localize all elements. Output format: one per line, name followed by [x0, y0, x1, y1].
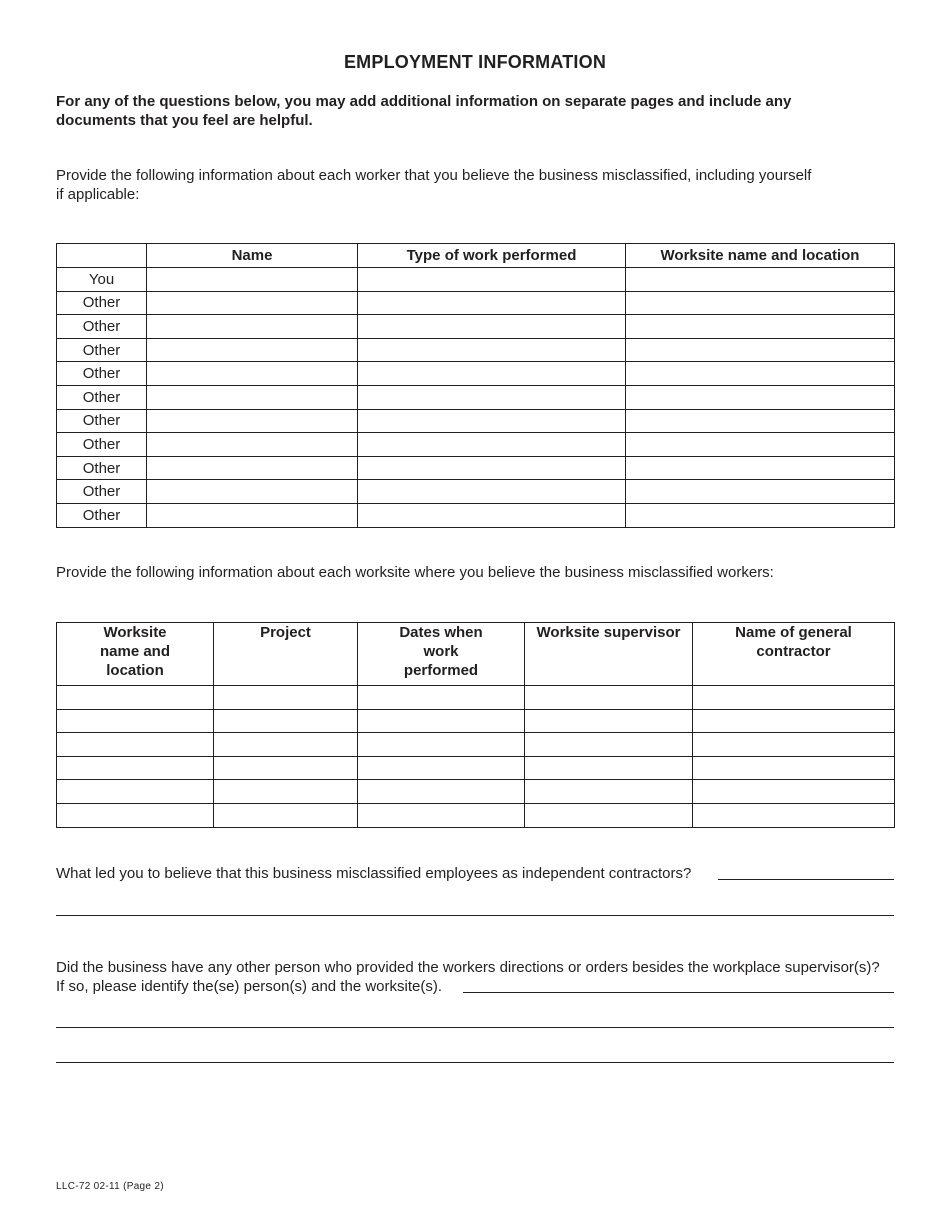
- dates-cell[interactable]: [358, 686, 525, 710]
- type-of-work-cell[interactable]: [358, 362, 626, 386]
- workers-table-row: [57, 268, 895, 292]
- form-footer-id: LLC-72 02-11 (Page 2): [56, 1181, 164, 1192]
- worksites-table-row: [57, 780, 895, 804]
- name-cell[interactable]: [147, 315, 358, 339]
- name-cell[interactable]: [147, 409, 358, 433]
- worksites-table-row: [57, 756, 895, 780]
- column-header-dates: Dates when work performed: [358, 623, 525, 686]
- worksite-cell[interactable]: [626, 338, 895, 362]
- question-other-directions-line2: If so, please identify the(se) person(s) and the worksite(s).: [56, 978, 443, 995]
- worksite-name-cell[interactable]: [57, 733, 214, 757]
- workers-table-row: [57, 385, 895, 409]
- name-cell[interactable]: [147, 291, 358, 315]
- worksites-table-header: [57, 623, 895, 686]
- worksite-cell[interactable]: [626, 362, 895, 386]
- worksite-cell[interactable]: [626, 315, 895, 339]
- workers-table-header: [57, 244, 895, 268]
- answer-line-q1[interactable]: [56, 915, 894, 916]
- workers-table-row: [57, 456, 895, 480]
- project-cell[interactable]: [214, 803, 358, 827]
- row-label: Other: [57, 291, 147, 315]
- workers-prompt: Provide the following information about each worker that you believe the business misclassified, including yourself if applicable:: [56, 167, 812, 203]
- general-contractor-cell[interactable]: [693, 756, 895, 780]
- worksite-cell[interactable]: [626, 503, 895, 527]
- row-label: Other: [57, 338, 147, 362]
- workers-table-row: [57, 433, 895, 457]
- supervisor-cell[interactable]: [525, 733, 693, 757]
- workers-table-row: [57, 409, 895, 433]
- general-contractor-cell[interactable]: [693, 709, 895, 733]
- supervisor-cell[interactable]: [525, 756, 693, 780]
- type-of-work-cell[interactable]: [358, 385, 626, 409]
- intro-instructions: For any of the questions below, you may add additional information on separate pages and include any documents that you feel are helpful.: [56, 93, 792, 129]
- name-cell[interactable]: [147, 433, 358, 457]
- dates-cell[interactable]: [358, 756, 525, 780]
- worksite-cell[interactable]: [626, 480, 895, 504]
- column-header-general-contractor: Name of general contractor: [693, 623, 895, 686]
- worksite-cell[interactable]: [626, 409, 895, 433]
- answer-line-q1-inline[interactable]: [718, 879, 894, 880]
- worksites-prompt: Provide the following information about each worksite where you believe the business misclassified workers:: [56, 564, 774, 581]
- answer-line-q2-inline[interactable]: [463, 992, 894, 993]
- column-header-supervisor: Worksite supervisor: [525, 623, 693, 686]
- project-cell[interactable]: [214, 780, 358, 804]
- name-cell[interactable]: [147, 480, 358, 504]
- worksite-name-cell[interactable]: [57, 709, 214, 733]
- worksite-cell[interactable]: [626, 385, 895, 409]
- worksites-table: [56, 622, 895, 828]
- column-header-blank: [57, 244, 147, 268]
- name-cell[interactable]: [147, 385, 358, 409]
- general-contractor-cell[interactable]: [693, 686, 895, 710]
- column-header-project: Project: [214, 623, 358, 686]
- supervisor-cell[interactable]: [525, 709, 693, 733]
- name-cell[interactable]: [147, 338, 358, 362]
- worksite-cell[interactable]: [626, 268, 895, 292]
- worksite-name-cell[interactable]: [57, 756, 214, 780]
- type-of-work-cell[interactable]: [358, 433, 626, 457]
- project-cell[interactable]: [214, 709, 358, 733]
- workers-table: [56, 243, 895, 528]
- row-label: You: [57, 268, 147, 292]
- row-label: Other: [57, 503, 147, 527]
- page-title: EMPLOYMENT INFORMATION: [343, 52, 607, 72]
- row-label: Other: [57, 362, 147, 386]
- type-of-work-cell[interactable]: [358, 291, 626, 315]
- type-of-work-cell[interactable]: [358, 268, 626, 292]
- workers-table-row: [57, 503, 895, 527]
- name-cell[interactable]: [147, 268, 358, 292]
- worksite-name-cell[interactable]: [57, 780, 214, 804]
- name-cell[interactable]: [147, 503, 358, 527]
- question-misclassification-reason: What led you to believe that this business misclassified employees as independent contractors?: [56, 865, 692, 882]
- worksite-name-cell[interactable]: [57, 803, 214, 827]
- type-of-work-cell[interactable]: [358, 503, 626, 527]
- general-contractor-cell[interactable]: [693, 780, 895, 804]
- project-cell[interactable]: [214, 733, 358, 757]
- row-label: Other: [57, 456, 147, 480]
- worksite-name-cell[interactable]: [57, 686, 214, 710]
- type-of-work-cell[interactable]: [358, 338, 626, 362]
- project-cell[interactable]: [214, 686, 358, 710]
- general-contractor-cell[interactable]: [693, 733, 895, 757]
- answer-line-q2-a[interactable]: [56, 1027, 894, 1028]
- worksites-table-row: [57, 686, 895, 710]
- worksites-table-row: [57, 803, 895, 827]
- workers-table-row: [57, 291, 895, 315]
- worksites-table-row: [57, 733, 895, 757]
- name-cell[interactable]: [147, 362, 358, 386]
- supervisor-cell[interactable]: [525, 686, 693, 710]
- project-cell[interactable]: [214, 756, 358, 780]
- column-header-type-of-work: Type of work performed: [358, 244, 626, 268]
- row-label: Other: [57, 480, 147, 504]
- worksites-table-row: [57, 709, 895, 733]
- general-contractor-cell[interactable]: [693, 803, 895, 827]
- type-of-work-cell[interactable]: [358, 315, 626, 339]
- row-label: Other: [57, 385, 147, 409]
- dates-cell[interactable]: [358, 803, 525, 827]
- workers-table-row: [57, 362, 895, 386]
- column-header-name: Name: [147, 244, 358, 268]
- column-header-worksite-name: Worksite name and location: [57, 623, 214, 686]
- dates-cell[interactable]: [358, 733, 525, 757]
- row-label: Other: [57, 315, 147, 339]
- dates-cell[interactable]: [358, 780, 525, 804]
- worksite-cell[interactable]: [626, 456, 895, 480]
- row-label: Other: [57, 409, 147, 433]
- supervisor-cell[interactable]: [525, 780, 693, 804]
- type-of-work-cell[interactable]: [358, 480, 626, 504]
- name-cell[interactable]: [147, 456, 358, 480]
- workers-table-row: [57, 338, 895, 362]
- column-header-worksite: Worksite name and location: [626, 244, 895, 268]
- workers-table-row: [57, 315, 895, 339]
- workers-table-row: [57, 480, 895, 504]
- supervisor-cell[interactable]: [525, 803, 693, 827]
- type-of-work-cell[interactable]: [358, 456, 626, 480]
- answer-line-q2-b[interactable]: [56, 1062, 894, 1063]
- question-other-directions-line1: Did the business have any other person who provided the workers directions or orders besides the workplace supervisor(s)?: [56, 959, 880, 976]
- worksite-cell[interactable]: [626, 433, 895, 457]
- row-label: Other: [57, 433, 147, 457]
- worksite-cell[interactable]: [626, 291, 895, 315]
- dates-cell[interactable]: [358, 709, 525, 733]
- type-of-work-cell[interactable]: [358, 409, 626, 433]
